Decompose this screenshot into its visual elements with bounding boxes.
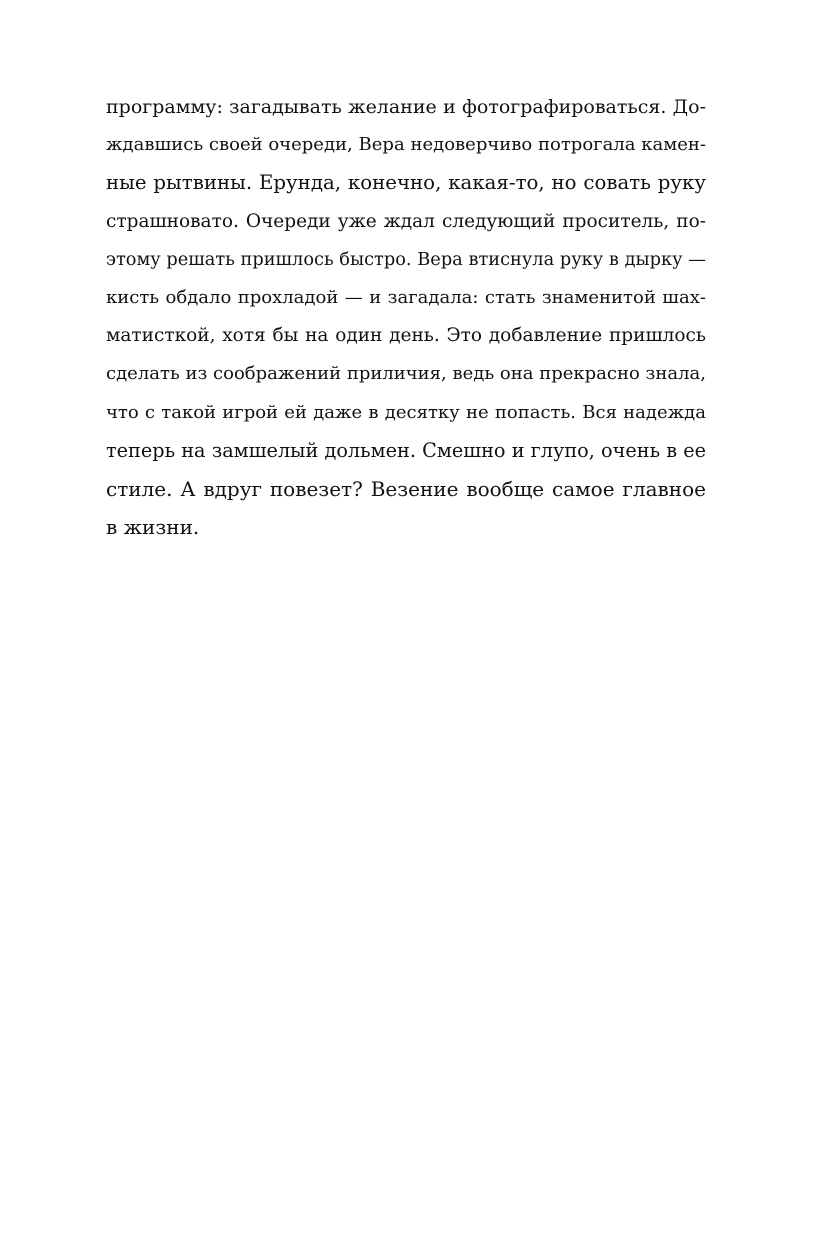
text-line: кисть обдало прохладой — и загадала: стать знаменитой шах-: [106, 286, 706, 308]
text-line: в жизни.: [106, 515, 200, 540]
text-line: сделать из соображений приличия, ведь она прекрасно знала,: [106, 363, 706, 385]
text-line: что с такой игрой ей даже в десятку не попасть. Вся надежда: [106, 401, 706, 423]
text-line: страшновато. Очереди уже ждал следующий проситель, по-: [106, 210, 706, 232]
text-line: программу: загадывать желание и фотографироваться. До-: [106, 96, 706, 118]
text-line: матисткой, хотя бы на один день. Это добавление пришлось: [106, 325, 706, 347]
text-line: теперь на замшелый дольмен. Смешно и глупо, очень в ее: [106, 438, 706, 462]
text-line: ные рытвины. Ерунда, конечно, какая-то, но совать руку: [106, 171, 706, 195]
body-paragraph: [106, 88, 706, 546]
text-line: этому решать пришлось быстро. Вера втиснула руку в дырку —: [106, 249, 706, 270]
text-line: стиле. А вдруг повезет? Везение вообще самое главное: [106, 476, 706, 501]
text-line: ждавшись своей очереди, Вера недоверчиво потрогала камен-: [106, 134, 706, 156]
